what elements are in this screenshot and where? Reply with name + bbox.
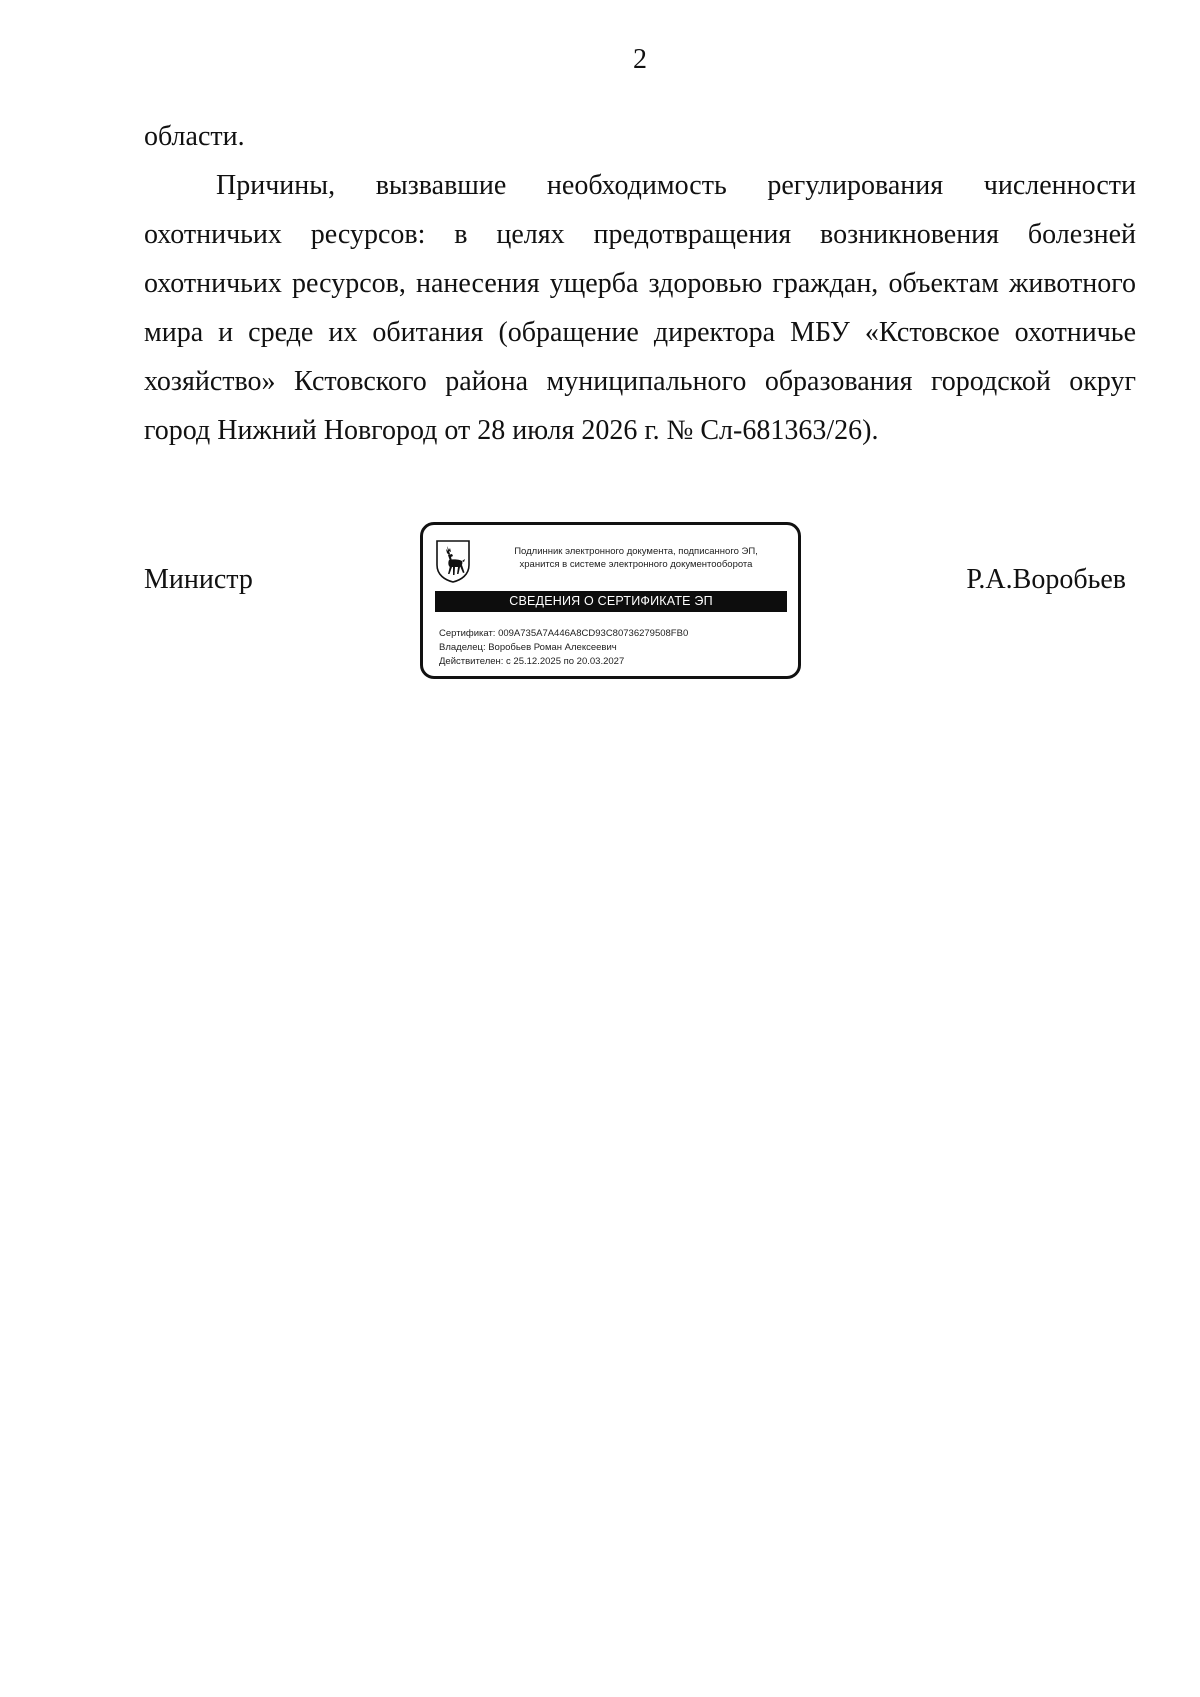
signatory-title: Министр <box>144 564 253 595</box>
stamp-header: СВЕДЕНИЯ О СЕРТИФИКАТЕ ЭП <box>435 591 787 612</box>
stamp-note <box>479 545 793 571</box>
stamp-validity: Действителен: с 25.12.2025 по 20.03.2027 <box>439 656 625 667</box>
stamp-owner: Владелец: Воробьев Роман Алексеевич <box>439 642 617 653</box>
paragraph-reasons: Причины, вызвавшие необходимость регулирования численности охотничьих ресурсов: в целях предотвращения возникновения болезней охотничьих ресурсов, нанесения ущерба здоровью граждан, объектам животного мира и среде их обитания (обращение директора МБУ «Кстовское охотничье хозяйство» Кстовского района муниципального образования городской округ город Нижний Новгород от 28 июля 2026 г. № Сл-681363/26). <box>144 170 1136 446</box>
page-number: 2 <box>633 44 647 75</box>
stamp-details <box>439 627 688 669</box>
stamp-note-line-1: Подлинник электронного документа, подписанного ЭП, <box>514 546 758 557</box>
stamp-note-line-2: хранится в системе электронного документооборота <box>519 559 753 570</box>
signatory-name: Р.А.Воробьев <box>966 564 1126 595</box>
document-body <box>144 112 1136 455</box>
paragraph-continuation: области. <box>144 121 245 152</box>
stamp-certificate: Сертификат: 009A735A7A446A8CD93C80736279508FB0 <box>439 628 689 639</box>
electronic-signature-stamp <box>420 522 801 679</box>
deer-emblem-icon <box>435 539 471 583</box>
